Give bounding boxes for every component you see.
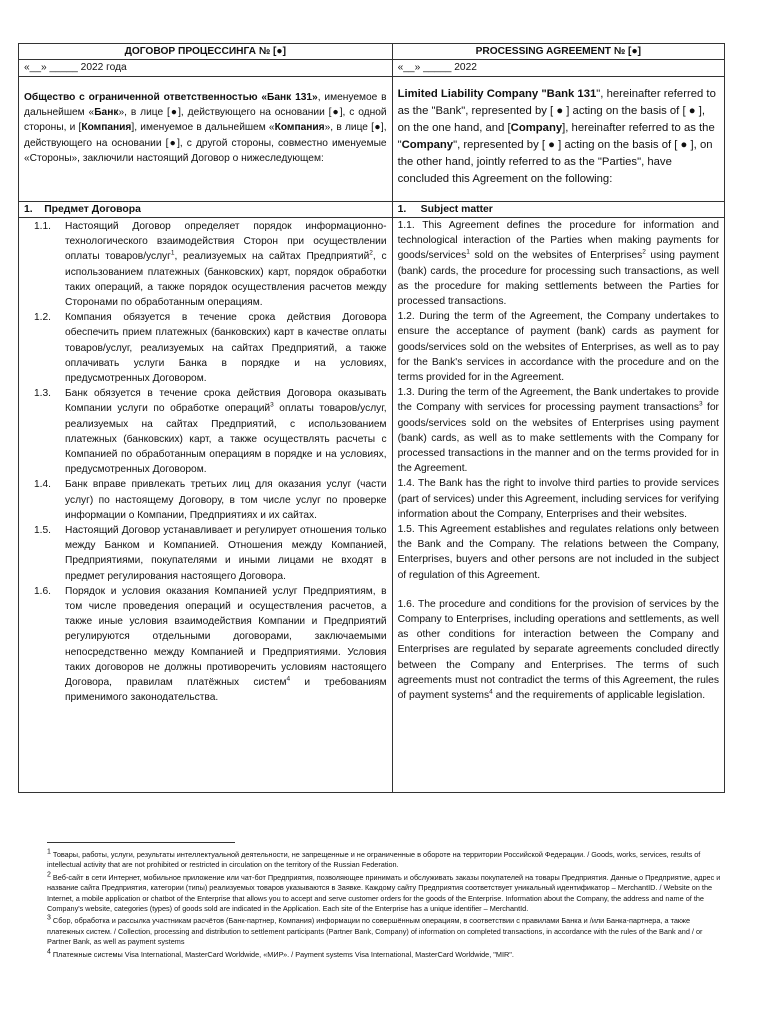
clause-number: 1.2. bbox=[34, 312, 51, 324]
clause-number: 1.5. bbox=[34, 525, 51, 537]
preamble-en-fragment: ", represented by [ ● ] acting on the basis of [ ● ], on the other hand, jointly referred to as the "Parties", have concluded this Agreement on the following: bbox=[397, 139, 713, 185]
clause-number: 1.3. bbox=[34, 388, 51, 400]
footnote-mark: 1 bbox=[47, 848, 51, 856]
preamble-ru-fragment: ], именуемое в дальнейшем « bbox=[131, 122, 275, 134]
clause-text: , с использованием платежных (банковских) карт, порядок обработки таких операций, а также порядок осуществления расчетов между Сторонами по обработанным операциям. bbox=[65, 251, 387, 309]
clause-number: 1.6. bbox=[34, 585, 51, 597]
preamble-en bbox=[392, 77, 724, 202]
clause-ru-1-5 bbox=[24, 523, 387, 584]
clause-list-ru bbox=[24, 219, 387, 706]
footnote-ref[interactable]: 1 bbox=[466, 248, 470, 256]
footnote-3 bbox=[47, 916, 727, 947]
footnote-4 bbox=[47, 950, 727, 960]
clause-en-1-5: 1.5. This Agreement establishes and regulates relations only between the Bank and the Company. The relations between the Company, Enterprises, buyers and other persons are not included in the subject of regulation of this Agreement. bbox=[397, 524, 719, 581]
clause-ru-1-1 bbox=[24, 219, 387, 310]
section-title-en-text: 1. Subject matter bbox=[397, 204, 493, 215]
section-title-ru-text: 1. Предмет Договора bbox=[24, 204, 141, 215]
clause-en-1-3 bbox=[398, 385, 719, 476]
company-name-en: Company bbox=[510, 122, 563, 134]
footnote-text: Платежные системы Visa International, MasterCard Worldwide, «МИР». / Payment systems Visa International, MasterCard Worldwide, "MIR". bbox=[50, 949, 514, 959]
footnote-ref[interactable]: 4 bbox=[489, 688, 493, 696]
header-ru: ДОГОВОР ПРОЦЕССИНГА № [●] bbox=[19, 44, 393, 60]
clause-text: for goods/services sold on the websites of Enterprises using payment (bank) cards, as well as to make settlements with the Company for processed transactions in the manner and on the terms provided for in the Agreement. bbox=[397, 402, 719, 475]
footnote-ref[interactable]: 3 bbox=[270, 402, 274, 410]
clause-en-1-2: 1.2. During the term of the Agreement, the Company undertakes to ensure the acceptance of payment (bank) cards as payment for goods/services sold on the websites of Enterprises, as well as to pay for the Bank's services in accordance with the procedure and on the terms provided for in the Agreement. bbox=[397, 311, 719, 384]
footnote-mark: 4 bbox=[47, 948, 51, 956]
section-title-en bbox=[392, 202, 724, 218]
date-en: «__» _____ 2022 bbox=[392, 60, 724, 77]
footnote-mark: 3 bbox=[47, 915, 51, 923]
footnote-ref[interactable]: 2 bbox=[369, 250, 373, 258]
clause-text: and the requirements of applicable legislation. bbox=[492, 690, 706, 702]
clause-en-1-1 bbox=[398, 218, 719, 309]
preamble-en-fragment: ], hereinafter referred to as the " bbox=[397, 122, 715, 151]
footnote-1 bbox=[47, 850, 727, 871]
footnotes bbox=[47, 850, 727, 962]
company-term-en: Company bbox=[401, 139, 454, 151]
clause-number: 1.1. bbox=[34, 221, 51, 232]
clause-text: 1.6. The procedure and conditions for the provision of services by the Company to Enterprises, including operations and settlements, as well as other conditions for interaction between the Company and Enterprises are regulated by separate agreements concluded directly between the Company and Enterprises. The terms of such agreements must not contradict the terms of this Agreement, the rules of payment systems bbox=[397, 598, 719, 702]
header-en: PROCESSING AGREEMENT № [●] bbox=[392, 44, 724, 60]
section-body-en bbox=[392, 218, 724, 793]
bank-term-ru: Банк bbox=[94, 107, 119, 119]
clause-text: Банк вправе привлекать третьих лиц для оказания услуг (части услуг) по настоящему Договору, в том числе услуг по проверке информации о Компании, Предприятиях и их сайтах. bbox=[65, 479, 387, 521]
preamble-ru bbox=[19, 77, 393, 202]
footnote-ref[interactable]: 4 bbox=[286, 675, 291, 683]
footnote-2 bbox=[47, 873, 727, 915]
clause-text: using payment (bank) cards, the procedure for processing such transactions, as well as the procedure for making settlements between the Parties for processed transactions. bbox=[397, 250, 719, 308]
section-body-row bbox=[19, 218, 725, 793]
clause-text: Банк обязуется в течение срока действия Договора оказывать Компании услуги по обработке операций bbox=[65, 388, 387, 415]
clause-text: Порядок и условия оказания Компанией услуг Предприятиям, в том числе проведения операций и осуществления расчетов, а также иные условия взаимодействия Компании и Предприятий регулируются отдельными договорами, заключаемыми непосредственно между Компанией и Предприятиями. Условия таких договоров не должны противоречить условиям настоящего Договора, правилам платёжных систем bbox=[65, 585, 387, 689]
clause-text: 1.1. This Agreement defines the procedure for information and technological interaction of the Parties when making payments for goods/services bbox=[397, 220, 719, 262]
footnote-text: Сбор, обработка и рассылка участникам расчётов (Банк-партнер, Компания) информации по совершённым операциям, в соответствии с правилами Банка и /или Банка-партнера, а также платежных систем. / Collection, processing and distribution to settlement participants (Partner Bank, Company) of information on completed transactions, in accordance with the rules of the Bank and / or Partner Bank, as well as payment systems bbox=[47, 916, 703, 947]
clause-text: оплаты товаров/услуг, реализуемых на сайтах Предприятий, с использованием платежных (банковских) карт, а также осуществлять расчеты с Компанией по обработанным операциям в порядке и на условиях, предусмотренных Договором. bbox=[65, 403, 387, 476]
preamble-ru-fragment: », в лице [●], действующего на основании [●], с одной стороны, и [ bbox=[24, 107, 387, 134]
clause-ru-1-3 bbox=[24, 386, 387, 477]
footnote-ref[interactable]: 1 bbox=[170, 250, 175, 258]
party-bank-name-en: Limited Liability Company "Bank 131 bbox=[397, 88, 597, 100]
preamble-ru-fragment: », в лице [●], действующего на основании [●], с другой стороны, совместно именуемые «Стороны», заключили настоящий Договор о нижеследующем: bbox=[24, 122, 387, 164]
clause-text: Настоящий Договор определяет порядок информационно-технологического взаимодействия Сторон при осуществлении оплаты товаров/услуг bbox=[65, 221, 387, 263]
footnote-ref[interactable]: 3 bbox=[699, 401, 703, 409]
section-title-ru bbox=[19, 202, 393, 218]
clause-ru-1-2 bbox=[24, 310, 387, 386]
preamble-ru-fragment: , именуемое в дальнейшем « bbox=[24, 92, 387, 119]
preamble-ru-text bbox=[24, 90, 387, 166]
preamble-en-fragment: ", hereinafter referred to as the "Bank", represented by [ ● ] acting on the basis of [ ● ], on the one hand, and [ bbox=[397, 88, 716, 134]
footnote-separator bbox=[47, 842, 235, 843]
company-name-ru: Компания bbox=[81, 122, 132, 134]
clause-text: , реализуемых на сайтах Предприятий bbox=[174, 251, 370, 263]
clause-en-1-6 bbox=[398, 597, 719, 703]
clause-text: Настоящий Договор устанавливает и регулирует отношения только между Банком и Компанией. Отношения между Компанией, Предприятиями, покупателями и иными лицами не входят в предмет регулирования настоящего Договора. bbox=[65, 525, 387, 582]
footnote-ref[interactable]: 2 bbox=[642, 248, 646, 256]
clause-en-1-4: 1.4. The Bank has the right to involve third parties to provide services (part of services) under this Agreement, including services for verifying information about the Company, Enterprises and their websites. bbox=[397, 478, 719, 520]
clause-text: Компания обязуется в течение срока действия Договора обеспечить прием платежных (банковских) карт в качестве оплаты товаров/услуг, реализуемых на сайтах Предприятий, а также оплачивать услуги Банка в порядке и на условиях, предусмотренных Договором. bbox=[65, 312, 387, 385]
clause-text: и требованиям применимого законодательства. bbox=[65, 677, 387, 704]
footnote-text: Товары, работы, услуги, результаты интеллектуальной деятельности, не запрещенные и не ограниченные в обороте на территории Российской Федерации. / Goods, works, services, results of intellectual activity that are not prohibited or restricted in circulation on the territory of the Russian Federation. bbox=[47, 850, 701, 870]
header-row bbox=[19, 44, 725, 60]
preamble-row bbox=[19, 77, 725, 202]
company-term-ru: Компания bbox=[274, 122, 325, 134]
clause-text: sold on the websites of Enterprises bbox=[469, 250, 643, 262]
footnote-text: Веб-сайт в сети Интернет, мобильное приложение или чат-бот Предприятия, позволяющее принимать и обслуживать заказы покупателей на товары Предприятия. Данные о Предприятие, адрес и название сайта Предприятия, категории (типы) реализуемых товаров указываются в Заявке. Каждому сайту Предприятия соответствует уникальный идентификатор – MerchantID. / Website on the Internet, a mobile application or chatbot of the Enterprise that allows you to accept and serve customer orders for the goods of the Enterprise. Information about the Company, the address and name of the Company's website, categories (types) of goods sold are indicated in the Application. Each site of the Enterprise has a unique identifier – MerchantId. bbox=[47, 872, 721, 914]
agreement-table bbox=[18, 43, 725, 793]
preamble-en-text bbox=[398, 86, 719, 188]
party-bank-name-ru: Общество с ограниченной ответственностью «Банк 131» bbox=[24, 92, 318, 103]
clause-number: 1.4. bbox=[34, 479, 51, 491]
spacer bbox=[398, 583, 719, 597]
section-title-row bbox=[19, 202, 725, 218]
footnote-mark: 2 bbox=[47, 871, 51, 879]
clause-ru-1-4 bbox=[24, 477, 387, 523]
section-body-ru bbox=[19, 218, 393, 793]
clause-ru-1-6 bbox=[24, 584, 387, 706]
date-row bbox=[19, 60, 725, 77]
clause-text: 1.3. During the term of the Agreement, the Bank undertakes to provide the Company with services for processing payment transactions bbox=[397, 387, 719, 414]
date-ru: «__» _____ 2022 года bbox=[19, 60, 393, 77]
